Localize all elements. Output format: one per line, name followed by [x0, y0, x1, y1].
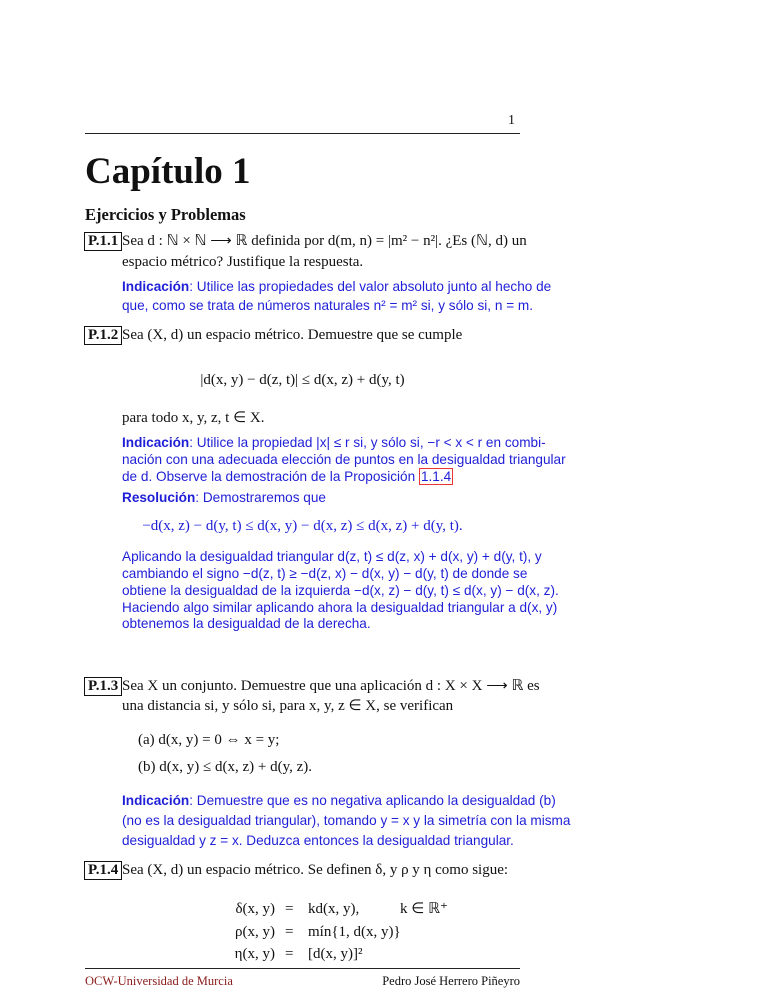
problem-text: Sea (X, d) un espacio métrico. Se definen δ, y ρ y η como sigue:: [122, 862, 509, 878]
problem-text: espacio métrico? Justifique la respuesta.: [122, 254, 364, 270]
resolution-text: : Demostraremos que: [195, 490, 326, 505]
hint-text: : Demuestre que es no negativa aplicando la desigualdad (b): [189, 793, 556, 808]
footer-left: OCW-Universidad de Murcia: [85, 974, 233, 988]
eq-rel: =: [285, 946, 294, 962]
eq-lhs: η(x, y): [234, 946, 275, 962]
hint-label: Indicación: [122, 793, 190, 808]
hint-text: : Utilice las propiedades del valor absoluto junto al hecho de: [189, 279, 552, 294]
problem-label: P.1.1: [84, 232, 122, 251]
hint-text: : Utilice la propiedad |x| ≤ r si, y sólo si, −r < x < r en combi-: [189, 435, 546, 450]
eq-rel: =: [285, 901, 294, 917]
footer-right: Pedro José Herrero Piñeyro: [382, 974, 520, 988]
hint-text-part: de d. Observe la demostración de la Proposición: [122, 469, 419, 484]
proposition-link[interactable]: 1.1.4: [420, 469, 452, 484]
problem-text: Sea X un conjunto. Demuestre que una aplicación d : X × X ⟶ ℝ es: [122, 678, 540, 694]
problem-text: una distancia si, y sólo si, para x, y, z ∈ X, se verifican: [122, 698, 454, 714]
display-formula: |d(x, y) − d(z, t)| ≤ d(x, z) + d(y, t): [200, 372, 405, 388]
list-item: (b) d(x, y) ≤ d(x, z) + d(y, z).: [138, 759, 312, 775]
header-rule: [85, 133, 520, 134]
footer-rule: [85, 968, 520, 969]
eq-rhs: kd(x, y),: [308, 901, 360, 917]
eq-rel: =: [285, 924, 294, 940]
resolution: [122, 489, 518, 507]
eq-lhs: ρ(x, y): [235, 924, 275, 940]
hint-text: [122, 468, 518, 486]
eq-rhs: [d(x, y)]²: [308, 946, 363, 962]
section-title: Ejercicios y Problemas: [85, 205, 246, 224]
problem-text: Sea (X, d) un espacio métrico. Demuestre que se cumple: [122, 327, 463, 343]
hint: [122, 792, 556, 810]
hint-text: que, como se trata de números naturales n² = m² si, y sólo si, n = m.: [122, 298, 534, 313]
hint-label: Indicación: [122, 435, 190, 450]
hint: [122, 434, 546, 452]
hint-text: nación con una adecuada elección de puntos en la desigualdad triangular: [122, 452, 566, 467]
resolution-text: Haciendo algo similar aplicando ahora la desigualdad triangular a d(x, y): [122, 600, 558, 615]
resolution-text: obtenemos la desigualdad de la derecha.: [122, 616, 371, 631]
page-number: 1: [508, 113, 515, 128]
hint-text: (no es la desigualdad triangular), tomando y = x y la simetría con la misma: [122, 813, 571, 828]
eq-condition: k ∈ ℝ⁺: [400, 901, 448, 917]
problem-text: para todo x, y, z, t ∈ X.: [122, 410, 265, 426]
problem-label: P.1.2: [84, 326, 122, 345]
resolution-text: obtiene la desigualdad de la izquierda −d(x, z) − d(y, t) ≤ d(x, y) − d(x, z).: [122, 583, 559, 598]
hint-text: desigualdad y z = x. Deduzca entonces la desigualdad triangular.: [122, 833, 514, 848]
list-item: (a) d(x, y) = 0 ⇔ x = y;: [138, 732, 280, 748]
problem-label: P.1.3: [84, 677, 122, 696]
hint-label: Indicación: [122, 279, 190, 294]
resolution-label: Resolución: [122, 490, 196, 505]
resolution-formula: −d(x, z) − d(y, t) ≤ d(x, y) − d(x, z) ≤ d(x, z) + d(y, t).: [142, 518, 463, 534]
resolution-text: cambiando el signo −d(z, t) ≥ −d(z, x) − d(x, y) − d(y, t) de donde se: [122, 566, 528, 581]
hint: [122, 278, 552, 296]
problem-label: P.1.4: [84, 861, 122, 880]
eq-rhs: mín{1, d(x, y)}: [308, 924, 401, 940]
problem-text: Sea d : ℕ × ℕ ⟶ ℝ definida por d(m, n) = |m² − n²|. ¿Es (ℕ, d) un: [122, 233, 527, 249]
eq-lhs: δ(x, y): [235, 901, 275, 917]
chapter-title: Capítulo 1: [85, 151, 251, 192]
resolution-text: Aplicando la desigualdad triangular d(z, t) ≤ d(z, x) + d(x, y) + d(y, t), y: [122, 549, 542, 564]
